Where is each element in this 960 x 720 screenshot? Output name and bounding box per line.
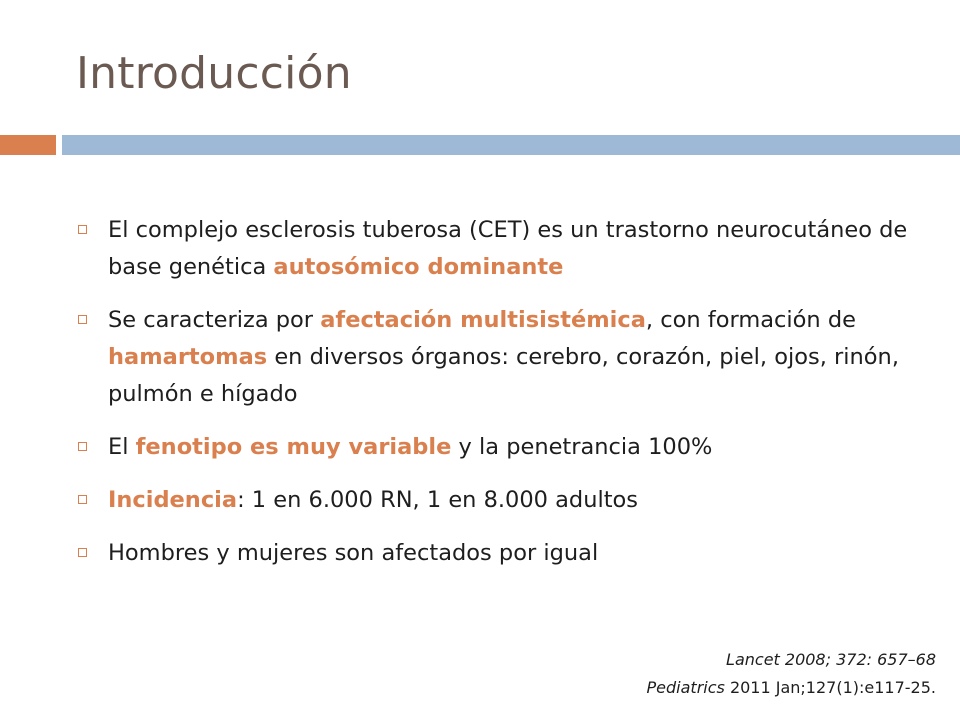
bullet-item: Hombres y mujeres son afectados por igual	[76, 535, 926, 572]
reference-pediatrics: Pediatrics 2011 Jan;127(1):e117-25.	[646, 678, 936, 697]
reference-lancet: Lancet 2008; 372: 657–68	[726, 650, 936, 669]
square-bullet-icon	[78, 315, 87, 324]
bullet-item: El complejo esclerosis tuberosa (CET) es un trastorno neurocutáneo de base genética autosómico dominante	[76, 212, 926, 286]
bullet-list	[76, 212, 926, 588]
highlight-text: autosómico dominante	[273, 254, 564, 280]
bullet-item: Se caracteriza por afectación multisistémica, con formación de hamartomas en diversos órganos: cerebro, corazón, piel, ojos, rinón, pulmón e hígado	[76, 302, 926, 413]
square-bullet-icon	[78, 495, 87, 504]
highlight-text: hamartomas	[108, 344, 268, 370]
square-bullet-icon	[78, 548, 87, 557]
references	[647, 646, 936, 702]
highlight-text: afectación multisistémica	[320, 307, 646, 333]
highlight-text: fenotipo es muy variable	[135, 434, 452, 460]
accent-bar-blue	[62, 135, 960, 155]
accent-bar-orange	[0, 135, 56, 155]
slide-title: Introducción	[76, 48, 352, 99]
square-bullet-icon	[78, 225, 87, 234]
bullet-item: Incidencia: 1 en 6.000 RN, 1 en 8.000 adultos	[76, 482, 926, 519]
bullet-item: El fenotipo es muy variable y la penetrancia 100%	[76, 429, 926, 466]
highlight-text: Incidencia	[108, 487, 238, 513]
square-bullet-icon	[78, 442, 87, 451]
